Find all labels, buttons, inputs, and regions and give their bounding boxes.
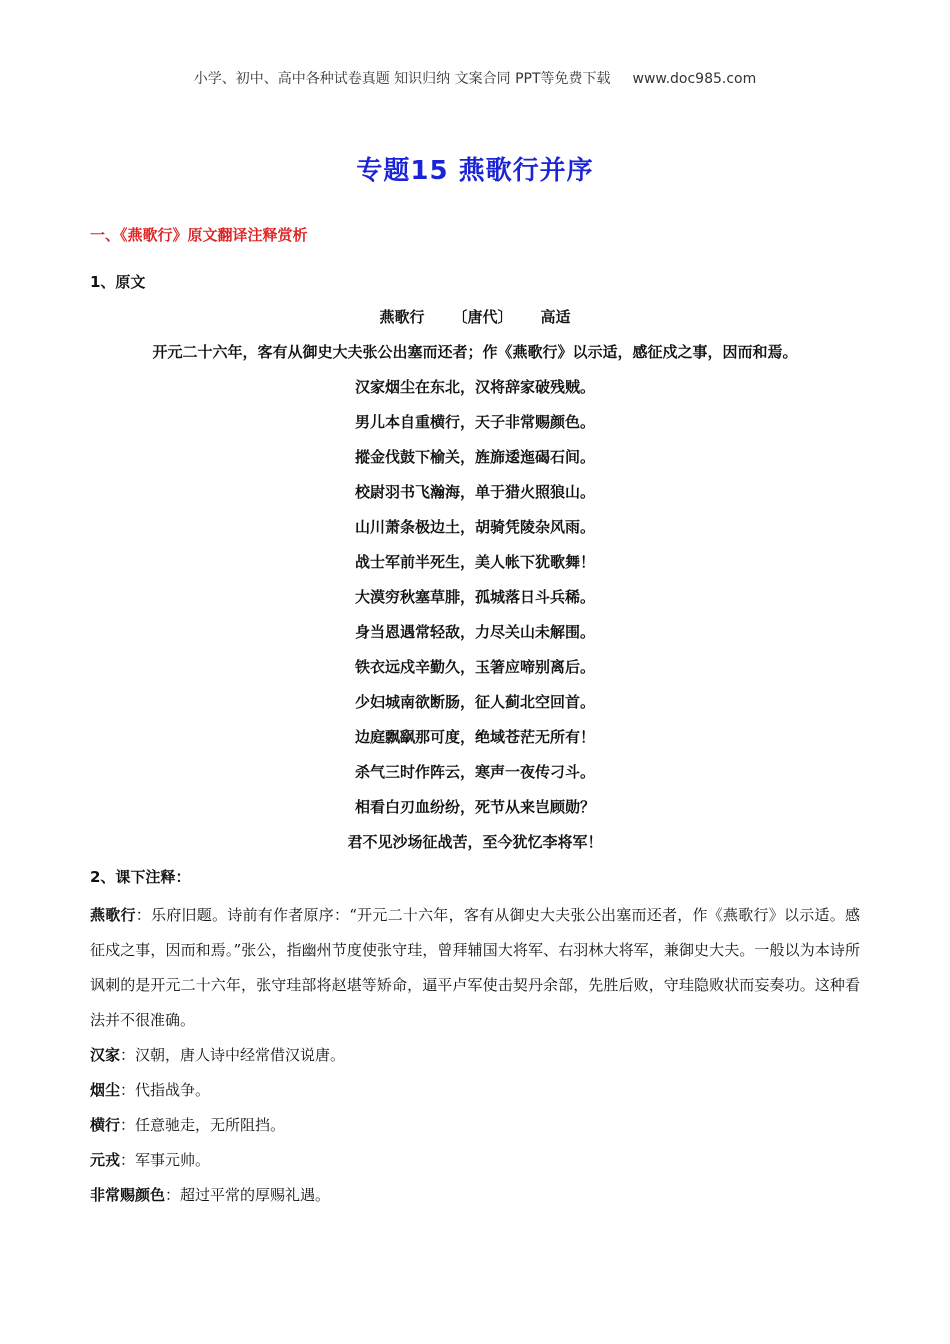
document-title: 专题15 燕歌行并序	[356, 156, 594, 186]
note-separator: ：	[120, 1081, 136, 1099]
header-text: 小学、初中、高中各种试卷真题 知识归纳 文案合同 PPT等免费下载	[193, 71, 611, 87]
poem-title: 燕歌行	[379, 308, 425, 326]
poem-preface: 开元二十六年，客有从御史大夫张公出塞而还者；作《燕歌行》以示适，感征戍之事，因而和焉。	[152, 343, 798, 361]
note-text: 乐府旧题。诗前有作者原序：“开元二十六年，客有从御史大夫张公出塞而还者，作《燕歌行》以示适。感征戍之事，因而和焉。”张公，指幽州节度使张守珪，曾拜辅国大将军、右羽林大将军，兼御史大夫。一般以为本诗所讽刺的是开元二十六年，张守珪部将赵堪等矫命，逼平卢军使击契丹余部，先胜后败，守珪隐败状而妄奏功。这种看法并不很准确。	[90, 906, 860, 1029]
note-term: 汉家	[90, 1046, 121, 1064]
poem-line: 君不见沙场征战苦，至今犹忆李将军！	[347, 833, 603, 851]
original-text-heading: 1、原文	[90, 273, 146, 291]
note-text: 任意驰走，无所阻挡。	[135, 1116, 286, 1134]
note-separator: ：	[135, 906, 151, 924]
poem-line: 大漠穷秋塞草腓，孤城落日斗兵稀。	[354, 588, 595, 606]
note-item	[90, 1108, 860, 1143]
poem-line: 校尉羽书飞瀚海，单于猎火照狼山。	[354, 483, 595, 501]
poem-line: 杀气三时作阵云，寒声一夜传刁斗。	[354, 763, 595, 781]
note-item	[90, 898, 860, 1038]
poem-line: 相看白刃血纷纷，死节从来岂顾勋？	[354, 798, 595, 816]
note-separator: ：	[120, 1116, 136, 1134]
notes-list	[90, 898, 860, 1213]
note-separator: ：	[165, 1186, 181, 1204]
poem-line: 山川萧条极边土，胡骑凭陵杂风雨。	[354, 518, 595, 536]
header-site-url[interactable]: www.doc985.com	[632, 71, 757, 87]
section-heading: 一、《燕歌行》原文翻译注释赏析	[90, 226, 308, 244]
note-item	[90, 1143, 860, 1178]
poem-line: 汉家烟尘在东北，汉将辞家破残贼。	[354, 378, 595, 396]
note-term: 燕歌行	[90, 906, 136, 924]
note-separator: ：	[120, 1046, 136, 1064]
note-term: 非常赐颜色	[90, 1186, 166, 1204]
note-term: 元戎	[90, 1151, 121, 1169]
poem-line: 男儿本自重横行，天子非常赐颜色。	[354, 413, 595, 431]
note-text: 军事元帅。	[135, 1151, 211, 1169]
note-item	[90, 1178, 860, 1213]
poem-dynasty: 〔唐代〕	[452, 308, 513, 326]
page-header	[0, 68, 950, 88]
poem-title-line	[0, 306, 950, 327]
poem-line: 边庭飘飖那可度，绝域苍茫无所有！	[354, 728, 595, 746]
poem-line: 身当恩遇常轻敌，力尽关山未解围。	[354, 623, 595, 641]
note-text: 代指战争。	[135, 1081, 211, 1099]
poem-line: 少妇城南欲断肠，征人蓟北空回首。	[354, 693, 595, 711]
poem-line: 铁衣远戍辛勤久，玉箸应啼别离后。	[354, 658, 595, 676]
note-term: 烟尘	[90, 1081, 121, 1099]
note-term: 横行	[90, 1116, 121, 1134]
poem-author: 高适	[540, 308, 571, 326]
note-separator: ：	[120, 1151, 136, 1169]
note-item	[90, 1038, 860, 1073]
notes-heading: 2、课下注释：	[90, 868, 191, 886]
poem-line: 摐金伐鼓下榆关，旌旆逶迤碣石间。	[354, 448, 595, 466]
poem-line: 战士军前半死生，美人帐下犹歌舞！	[354, 553, 595, 571]
note-text: 超过平常的厚赐礼遇。	[180, 1186, 331, 1204]
poem-body	[0, 376, 950, 866]
note-item	[90, 1073, 860, 1108]
note-text: 汉朝，唐人诗中经常借汉说唐。	[135, 1046, 346, 1064]
